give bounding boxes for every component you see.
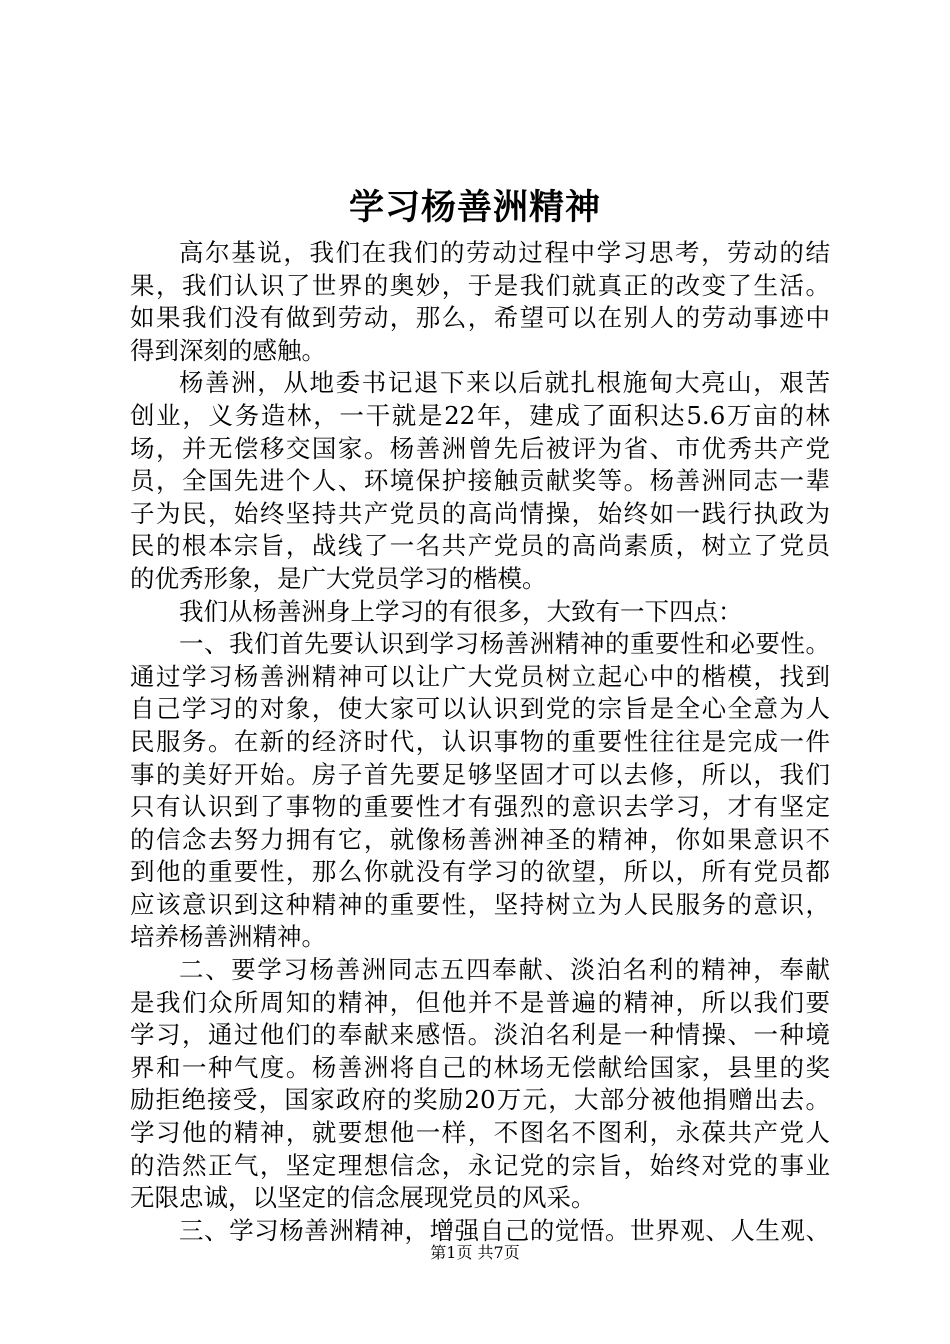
body-line: 应该意识到这种精神的重要性，坚持树立为人民服务的意识， xyxy=(130,889,830,919)
body-line: 一、我们首先要认识到学习杨善洲精神的重要性和必要性。 xyxy=(179,629,830,659)
body-line: 员，全国先进个人、环境保护接触贡献奖等。杨善洲同志一辈 xyxy=(130,466,830,496)
body-line: 三、学习杨善洲精神，增强自己的觉悟。世界观、人生观、 xyxy=(179,1215,830,1245)
body-line: 事的美好开始。房子首先要足够坚固才可以去修，所以，我们 xyxy=(130,759,830,789)
body-line: 场，并无偿移交国家。杨善洲曾先后被评为省、市优秀共产党 xyxy=(130,433,830,463)
body-line: 界和一种气度。杨善洲将自己的林场无偿献给国家，县里的奖 xyxy=(130,1052,830,1082)
body-line: 通过学习杨善洲精神可以让广大党员树立起心中的楷模，找到 xyxy=(130,661,830,691)
body-line: 二、要学习杨善洲同志五四奉献、淡泊名利的精神，奉献 xyxy=(179,955,830,985)
body-line: 励拒绝接受，国家政府的奖励20万元，大部分被他捐赠出去。 xyxy=(130,1085,830,1115)
body-line: 的优秀形象，是广大党员学习的楷模。 xyxy=(130,563,547,593)
body-line: 民的根本宗旨，战线了一名共产党员的高尚素质，树立了党员 xyxy=(130,531,830,561)
document-body xyxy=(130,237,830,1247)
body-line: 到他的重要性，那么你就没有学习的欲望，所以，所有党员都 xyxy=(130,857,830,887)
body-line: 民服务。在新的经济时代，认识事物的重要性往往是完成一件 xyxy=(130,726,830,756)
body-line: 是我们众所周知的精神，但他并不是普遍的精神，所以我们要 xyxy=(130,987,830,1017)
body-line: 无限忠诚，以坚定的信念展现党员的风采。 xyxy=(130,1183,596,1213)
page-footer: 第1页 共7页 xyxy=(430,1243,520,1262)
body-line: 培养杨善洲精神。 xyxy=(130,922,326,952)
body-line: 的浩然正气，坚定理想信念，永记党的宗旨，始终对党的事业 xyxy=(130,1150,830,1180)
body-line: 我们从杨善洲身上学习的有很多，大致有一下四点： xyxy=(179,596,743,626)
body-line: 如果我们没有做到劳动，那么，希望可以在别人的劳动事迹中 xyxy=(130,303,830,333)
body-line: 创业，义务造林，一干就是22年，建成了面积达5.6万亩的林 xyxy=(130,400,830,430)
body-line: 果，我们认识了世界的奥妙，于是我们就真正的改变了生活。 xyxy=(130,270,830,300)
document-title: 学习杨善洲精神 xyxy=(348,187,601,228)
body-line: 学习，通过他们的奉献来感悟。淡泊名利是一种情操、一种境 xyxy=(130,1020,830,1050)
body-line: 得到深刻的感触。 xyxy=(130,335,326,365)
body-line: 只有认识到了事物的重要性才有强烈的意识去学习，才有坚定 xyxy=(130,792,830,822)
body-line: 高尔基说，我们在我们的劳动过程中学习思考，劳动的结 xyxy=(179,238,830,267)
body-line: 杨善洲，从地委书记退下来以后就扎根施甸大亮山，艰苦 xyxy=(179,368,830,398)
body-line: 的信念去努力拥有它，就像杨善洲神圣的精神，你如果意识不 xyxy=(130,824,830,854)
body-line: 学习他的精神，就要想他一样，不图名不图利，永葆共产党人 xyxy=(130,1118,830,1148)
body-line: 子为民，始终坚持共产党员的高尚情操，始终如一践行执政为 xyxy=(130,498,830,528)
body-line: 自己学习的对象，使大家可以认识到党的宗旨是全心全意为人 xyxy=(130,694,830,724)
